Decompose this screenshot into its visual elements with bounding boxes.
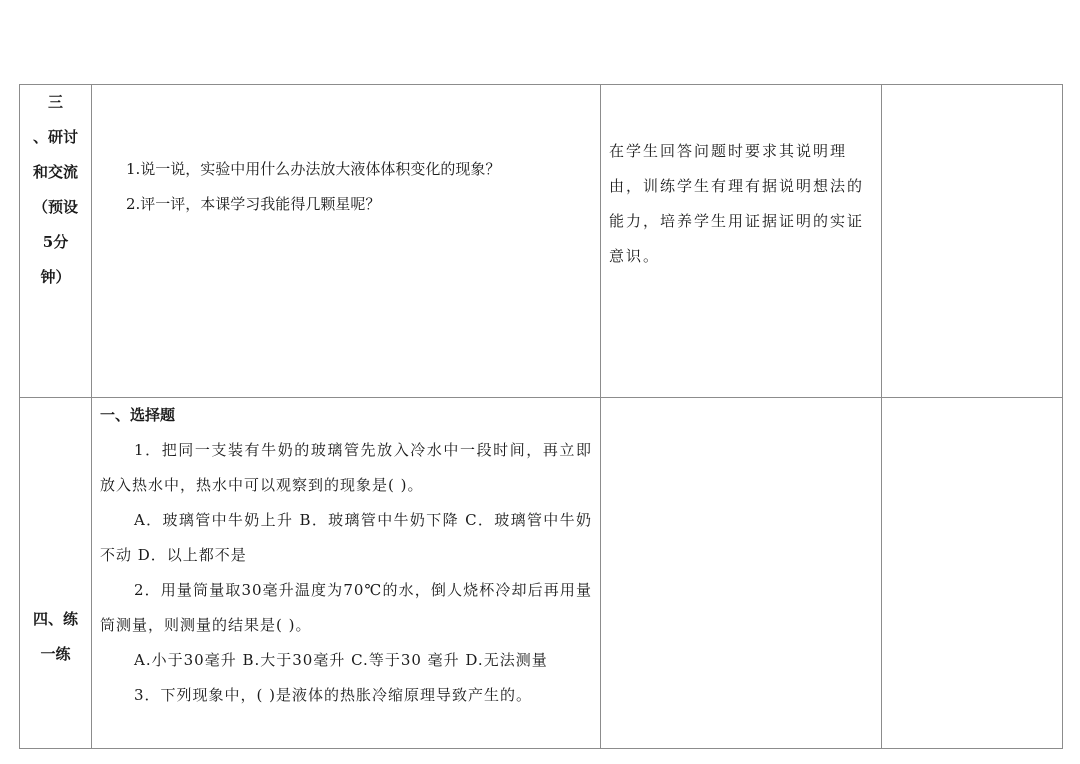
practice-content-cell [92, 398, 601, 749]
lesson-plan-table [19, 84, 1063, 749]
blank-cell [882, 398, 1063, 749]
design-intent-text: 在学生回答问题时要求其说明理由，训练学生有理有据说明想法的能力，培养学生用证据证明的实证意识。 [609, 142, 865, 265]
section-title: 一、选择题 [100, 406, 176, 424]
table-row-practice [20, 398, 1063, 749]
stage-line: 、研讨 [32, 128, 78, 146]
stage-line: 一练 [40, 645, 71, 663]
question-paragraph: 1．把同一支装有牛奶的玻璃管先放入冷水中一段时间，再立即放入热水中，热水中可以观察到的现象是( )。 [100, 441, 592, 494]
question-paragraph: 3．下列现象中，( )是液体的热胀冷缩原理导致产生的。 [134, 686, 533, 704]
intent-cell-empty [601, 398, 882, 749]
blank-cell [882, 85, 1063, 398]
stage-line: 钟） [40, 268, 71, 286]
stage-line: 四、练 [32, 610, 78, 628]
question-paragraph: 2．用量筒量取30毫升温度为70℃的水，倒人烧杯冷却后再用量筒测量，则测量的结果是( )。 [100, 581, 592, 634]
discuss-question: 2.评一评，本课学习我能得几颗星呢？ [126, 195, 381, 213]
answer-options: A．玻璃管中牛奶上升 B．玻璃管中牛奶下降 C．玻璃管中牛奶不动 D．以上都不是 [100, 511, 592, 564]
stage-line: 和交流 [32, 163, 78, 181]
design-intent-cell [601, 85, 882, 398]
stage-line: 5分 [42, 233, 69, 251]
stage-line: （预设 [32, 198, 78, 216]
table-row-discuss [20, 85, 1063, 398]
answer-options: A.小于30毫升 B.大于30毫升 C.等于30 毫升 D.无法测量 [134, 651, 548, 669]
discuss-question: 1.说一说，实验中用什么办法放大液体体积变化的现象？ [126, 160, 501, 178]
stage-line: 三 [47, 93, 63, 111]
stage-cell-practice [20, 398, 92, 749]
discuss-content-cell [92, 85, 601, 398]
stage-cell-discuss [20, 85, 92, 398]
